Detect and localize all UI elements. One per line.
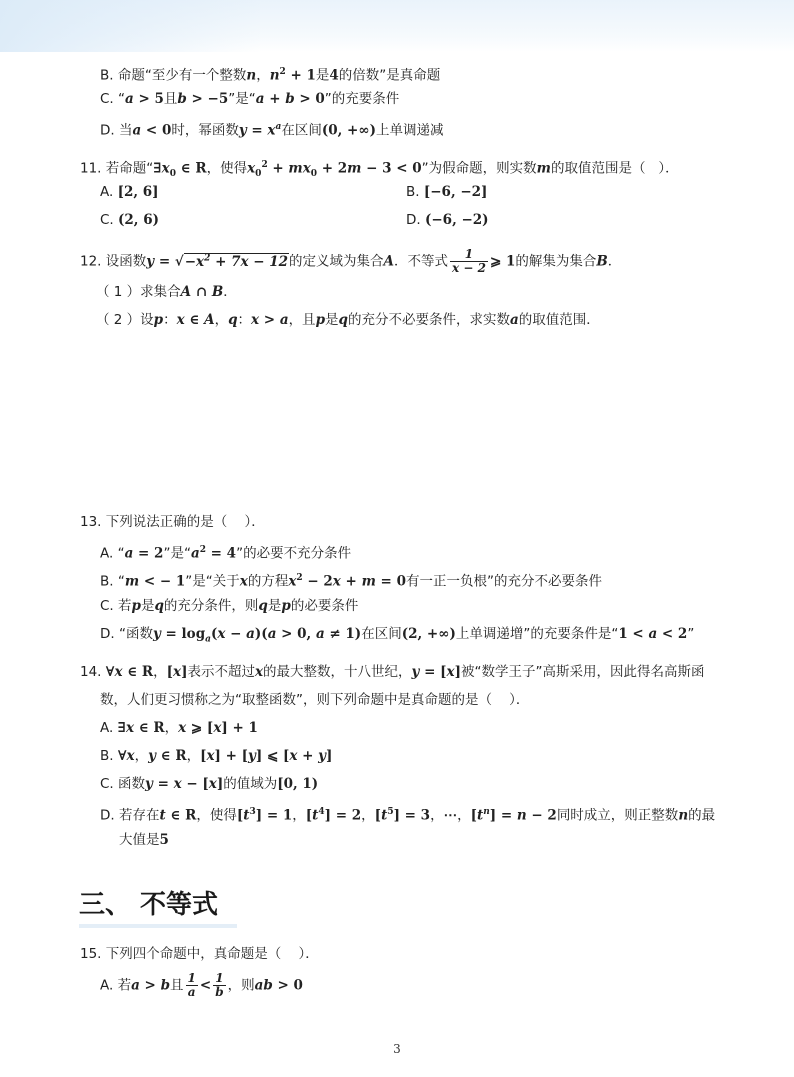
q14-option-d-line2: 大值是5 [119, 832, 169, 848]
q11-option-c: C. (2, 6) [100, 212, 159, 228]
q13-option-d: D. “函数$y = \log_a(x - a)(a > 0$, a ≠ 1)在区间(2, +∞)上单调递增”的充要条件是“1 < a < 2” [100, 626, 695, 645]
q13-option-c: C. 若p是q的充分条件，则q是p的必要条件 [100, 598, 359, 614]
q11-option-b: B. [−6, −2] [406, 184, 488, 200]
q11-option-a: A. [2, 6] [100, 184, 159, 200]
q10-option-b: B. 命题“至少有一个整数n，$n^2 + 1$是4的倍数”是真命题 [100, 67, 441, 84]
q12-part2: （ 2 ）设p：x ∈ A，q：x > a，且p是q的充分不必要条件，求实数a的取值范围． [96, 312, 600, 328]
q15-stem: 15. 下列四个命题中，真命题是（ ）． [80, 946, 319, 962]
q14-option-c: C. 函数y = x − [x]的值域为[0, 1) [100, 776, 319, 792]
q15-option-a: A. 若a > b且 $\frac{1}{a}$ < $\frac{1}{b}$ ，则ab > 0 [100, 971, 303, 999]
q13-stem: 13. 下列说法正确的是（ ）． [80, 514, 265, 530]
q11-stem: 11. 若命题“$\exists x_0$ ∈ R，使得$x_0^2 + mx_0 + 2m - 3 < 0$”为假命题，则实数m的取值范围是（ ）． [80, 160, 679, 180]
q14-option-a: A. ∃x ∈ R，x ⩾ [x] + 1 [100, 720, 258, 736]
q10-option-d: D. 当a < 0时，幂函数$y = x^a$在区间(0, +∞)上单调递减 [100, 122, 444, 139]
section-title: 三、 不等式 [79, 890, 219, 920]
q14-option-d-line1: D. 若存在t ∈ R，使得$[t^3] = 1$，$[t^4] = 2$，$[t^5] = 3$，⋯，$[t^n] = n - 2$同时成立，则正整数n的最 [100, 807, 716, 824]
section-underline [79, 924, 237, 928]
page-number: 3 [393, 1042, 401, 1056]
q10-option-c: C. “a > 5且b > −5”是“a + b > 0”的充要条件 [100, 91, 400, 107]
q11-option-d: D. (−6, −2) [406, 212, 489, 228]
q12-stem: 12. 设函数$y = √-x^2 + 7x - 12$的定义域为集合A．不等式 $\frac{1}{x - 2}$ ⩾ 1的解集为集合B． [80, 247, 622, 275]
q13-option-b: B. “m < − 1”是“关于x的方程$x^2 - 2x + m = 0$有一正一负根”的充分不必要条件 [100, 573, 602, 590]
q14-stem-line1: 14. ∀x ∈ R，[x]表示不超过x的最大整数，十八世纪，y = [x]被“数学王子”高斯采用，因此得名高斯函 [80, 664, 705, 680]
q13-option-a: A. “a = 2”是“$a^2 = 4$”的必要不充分条件 [100, 545, 352, 562]
q14-option-b: B. ∀x，y ∈ R，[x] + [y] ⩽ [x + y] [100, 748, 333, 764]
q14-stem-line2: 数，人们更习惯称之为“取整函数”，则下列命题中是真命题的是（ ）． [100, 692, 530, 708]
q12-part1: （ 1 ）求集合A ∩ B． [96, 284, 237, 300]
header-band [0, 0, 794, 52]
